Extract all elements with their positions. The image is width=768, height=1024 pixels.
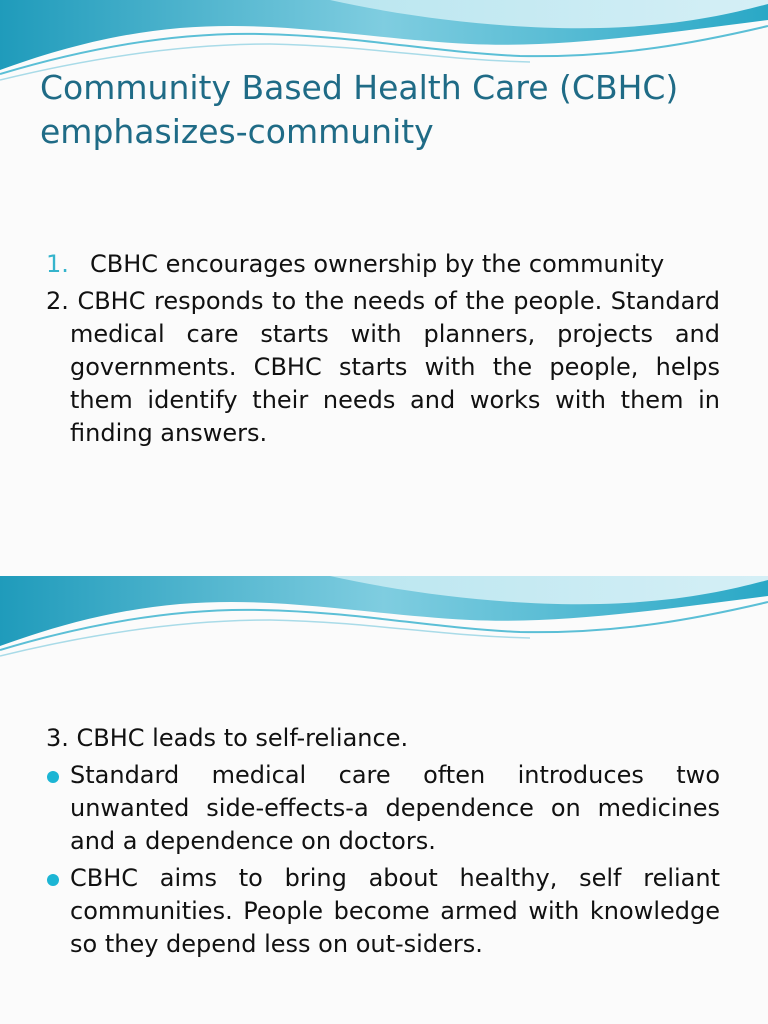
wave-header-decoration bbox=[0, 576, 768, 666]
list-item-text: CBHC aims to bring about healthy, self reliant communities. People become armed with knowledge so they depend less on out-siders. bbox=[70, 864, 720, 958]
slide-1-body bbox=[46, 248, 720, 454]
list-item bbox=[46, 862, 720, 961]
bullet-icon bbox=[47, 771, 59, 783]
list-item bbox=[46, 248, 720, 281]
list-item-text: 2. CBHC responds to the needs of the people. Standard medical care starts with planners, projects and governments. CBHC starts with the people, helps them identify their needs and works with them in finding answers. bbox=[46, 287, 720, 447]
list-item bbox=[46, 759, 720, 858]
list-item-text: 3. CBHC leads to self-reliance. bbox=[46, 724, 409, 752]
list-item bbox=[46, 722, 720, 755]
list-item-text: CBHC encourages ownership by the community bbox=[90, 250, 665, 278]
list-item-text: Standard medical care often introduces two unwanted side-effects-a dependence on medicines and a dependence on doctors. bbox=[70, 761, 720, 855]
slide-title: Community Based Health Care (CBHC) emphasizes-community bbox=[40, 68, 679, 151]
bullet-icon bbox=[47, 874, 59, 886]
list-number: 1. bbox=[46, 250, 69, 278]
slide-2-body bbox=[46, 722, 720, 965]
list-item bbox=[46, 285, 720, 450]
slide-2 bbox=[0, 576, 768, 1024]
